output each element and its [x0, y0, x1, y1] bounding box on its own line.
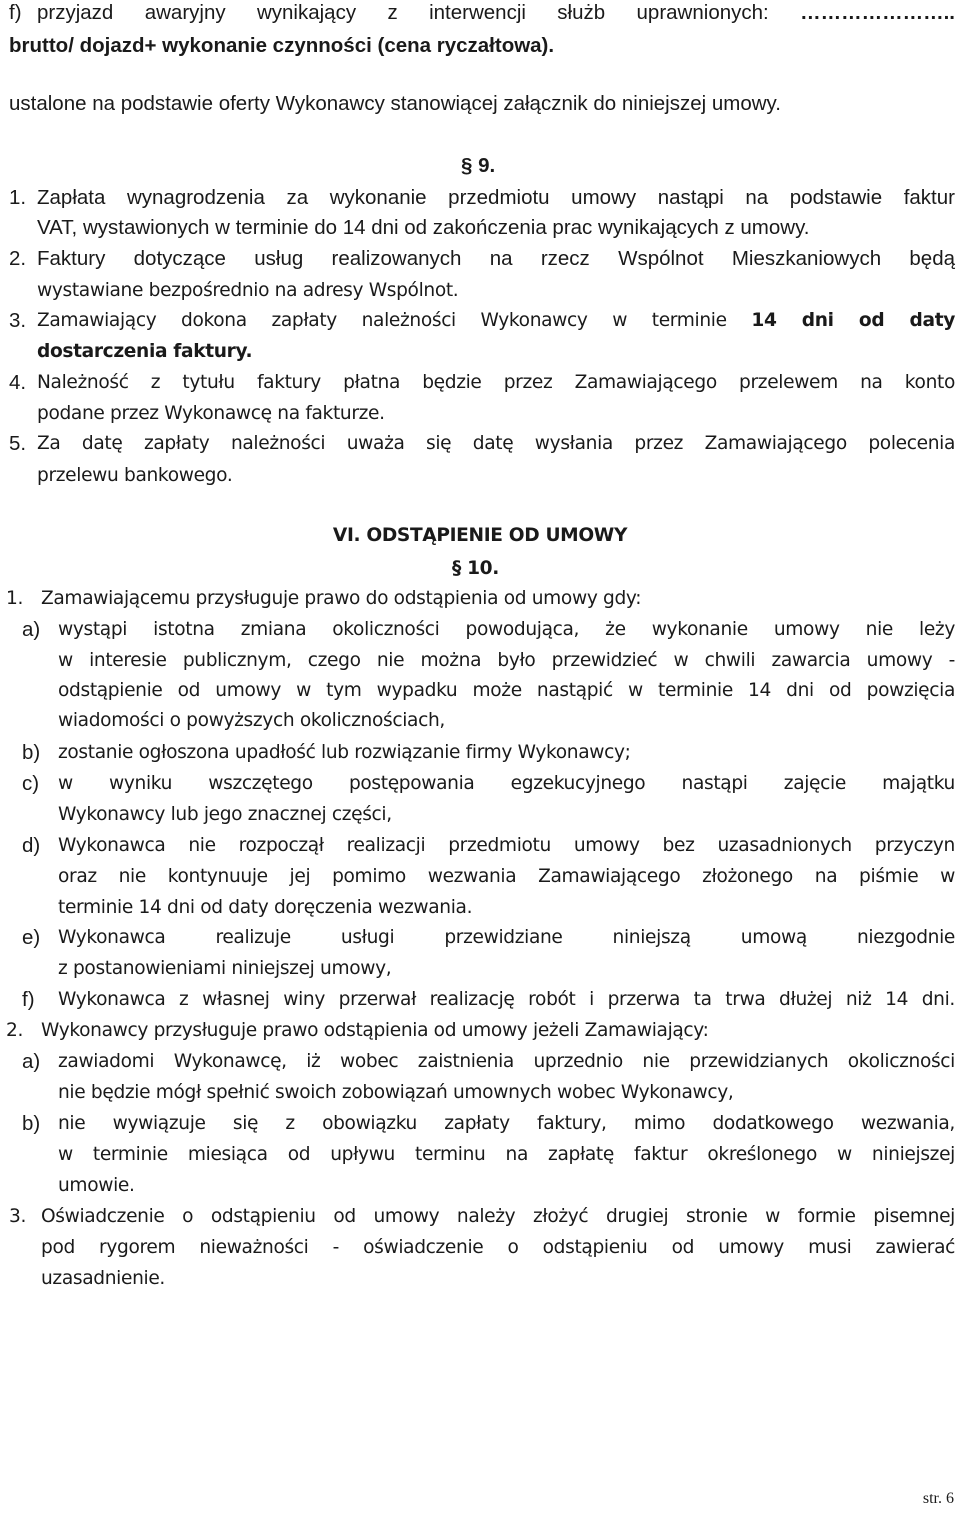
s10-c-label: c)	[22, 772, 40, 795]
s9-p4-num: 4.	[9, 371, 27, 394]
s10-p2b-line2: w terminie miesiąca od upływu terminu na zapłatę faktur określonego w niniejszej	[58, 1144, 955, 1165]
s10-p2a-label: a)	[22, 1050, 41, 1073]
page-number: str. 6	[922, 1490, 954, 1507]
s10-p3-line1: Oświadczenie o odstąpieniu od umowy należy złożyć drugiej stronie w formie pisemnej	[41, 1206, 955, 1227]
item-f-text: przyjazd awaryjny wynikający z interwencji służb uprawnionych:	[37, 1, 801, 24]
section-10-heading: § 10.	[452, 558, 499, 579]
s9-p5-line2: przelewu bankowego.	[37, 465, 233, 486]
s9-p3-text: Zamawiający dokona zapłaty należności Wykonawcy w terminie	[37, 310, 727, 331]
s10-d-label: d)	[22, 834, 41, 857]
s10-e-line1: Wykonawca realizuje usługi przewidziane niniejszą umową niezgodnie	[58, 927, 955, 948]
s9-p3-term: 14 dni od daty	[751, 310, 956, 331]
item-f-line	[37, 0, 955, 28]
s9-p4-line2: podane przez Wykonawcę na fakturze.	[37, 403, 385, 424]
s10-p2b-line3: umowie.	[58, 1175, 135, 1196]
s10-p2-num: 2.	[6, 1020, 24, 1041]
s9-p1-num: 1.	[9, 186, 27, 209]
section-9-heading: § 9.	[461, 154, 496, 177]
s10-p3-line2: pod rygorem nieważności - oświadczenie o odstąpieniu od umowy musi zawierać	[41, 1237, 955, 1258]
s10-a-line2: w interesie publicznym, czego nie można było przewidzieć w chwili zawarcia umowy -	[58, 650, 955, 671]
offer-line: ustalone na podstawie oferty Wykonawcy stanowiącej załącznik do niniejszej umowy.	[9, 92, 781, 115]
s10-p2a-line2: nie będzie mógł spełnić swoich zobowiązań umownych wobec Wykonawcy,	[58, 1082, 734, 1103]
s9-p2-line1: Faktury dotyczące usług realizowanych na rzecz Wspólnot Mieszkaniowych będą	[37, 247, 955, 270]
s10-p1-num: 1.	[6, 588, 24, 609]
s9-p5-num: 5.	[9, 432, 27, 455]
s9-p2-line2: wystawiane bezpośrednio na adresy Wspólnot.	[37, 280, 459, 301]
s10-p3-line3: uzasadnienie.	[41, 1268, 165, 1289]
s9-p1-line2: VAT, wystawionych w terminie do 14 dni od zakończenia prac wynikających z umowy.	[37, 216, 810, 239]
s10-d-line3: terminie 14 dni od daty doręczenia wezwania.	[58, 897, 473, 918]
s9-p3-num: 3.	[9, 309, 27, 332]
chapter-6-title: VI. ODSTĄPIENIE OD UMOWY	[332, 525, 628, 546]
s9-p3-line1	[37, 306, 955, 336]
s10-b-label: b)	[22, 741, 41, 764]
s10-a-line3: odstąpienie od umowy w tym wypadku może nastąpić w terminie 14 dni od powzięcia	[58, 680, 955, 701]
s10-p1-text: Zamawiającemu przysługuje prawo do odstąpienia od umowy gdy:	[41, 588, 642, 609]
s10-p2-text: Wykonawcy przysługuje prawo odstąpienia od umowy jeżeli Zamawiający:	[41, 1020, 709, 1041]
s10-a-label: a)	[22, 618, 41, 641]
s10-c-line1: w wyniku wszczętego postępowania egzekucyjnego nastąpi zajęcie majątku	[58, 773, 955, 794]
s10-c-line2: Wykonawcy lub jego znacznej części,	[58, 804, 392, 825]
s10-p2b-label: b)	[22, 1112, 41, 1135]
s10-p3-num: 3.	[9, 1206, 27, 1227]
s9-p4-line1: Należność z tytułu faktury płatna będzie przez Zamawiającego przelewem na konto	[37, 372, 955, 393]
s10-a-line1: wystąpi istotna zmiana okoliczności powodująca, że wykonanie umowy nie leży	[58, 619, 955, 640]
item-f-continuation: brutto/ dojazd+ wykonanie czynności (cena ryczałtowa).	[9, 34, 555, 57]
s9-p2-num: 2.	[9, 247, 27, 270]
s10-p2a-line1: zawiadomi Wykonawcę, iż wobec zaistnienia uprzednio nie przewidzianych okoliczności	[58, 1051, 955, 1072]
s10-e-line2: z postanowieniami niniejszej umowy,	[58, 958, 392, 979]
s10-p2b-line1: nie wywiązuje się z obowiązku zapłaty faktury, mimo dodatkowego wezwania,	[58, 1113, 955, 1134]
s10-b-line1: zostanie ogłoszona upadłość lub rozwiązanie firmy Wykonawcy;	[58, 742, 631, 763]
item-f-label: f)	[9, 1, 22, 24]
s10-e-label: e)	[22, 926, 41, 949]
s10-a-line4: wiadomości o powyższych okolicznościach,	[58, 710, 445, 731]
s10-f-label: f)	[22, 988, 35, 1011]
s9-p5-line1: Za datę zapłaty należności uważa się datę wysłania przez Zamawiającego polecenia	[37, 433, 955, 454]
s9-p3-line2: dostarczenia faktury.	[37, 341, 253, 362]
s10-f-line1: Wykonawca z własnej winy przerwał realizację robót i przerwa ta trwa dłużej niż 14 dni.	[58, 989, 955, 1010]
s10-d-line1: Wykonawca nie rozpoczął realizacji przedmiotu umowy bez uzasadnionych przyczyn	[58, 835, 955, 856]
s10-d-line2: oraz nie kontynuuje jej pomimo wezwania Zamawiającego złożonego na piśmie w	[58, 866, 955, 887]
item-f-dots: …………………..	[800, 1, 955, 24]
s9-p1-line1: Zapłata wynagrodzenia za wykonanie przedmiotu umowy nastąpi na podstawie faktur	[37, 186, 955, 209]
